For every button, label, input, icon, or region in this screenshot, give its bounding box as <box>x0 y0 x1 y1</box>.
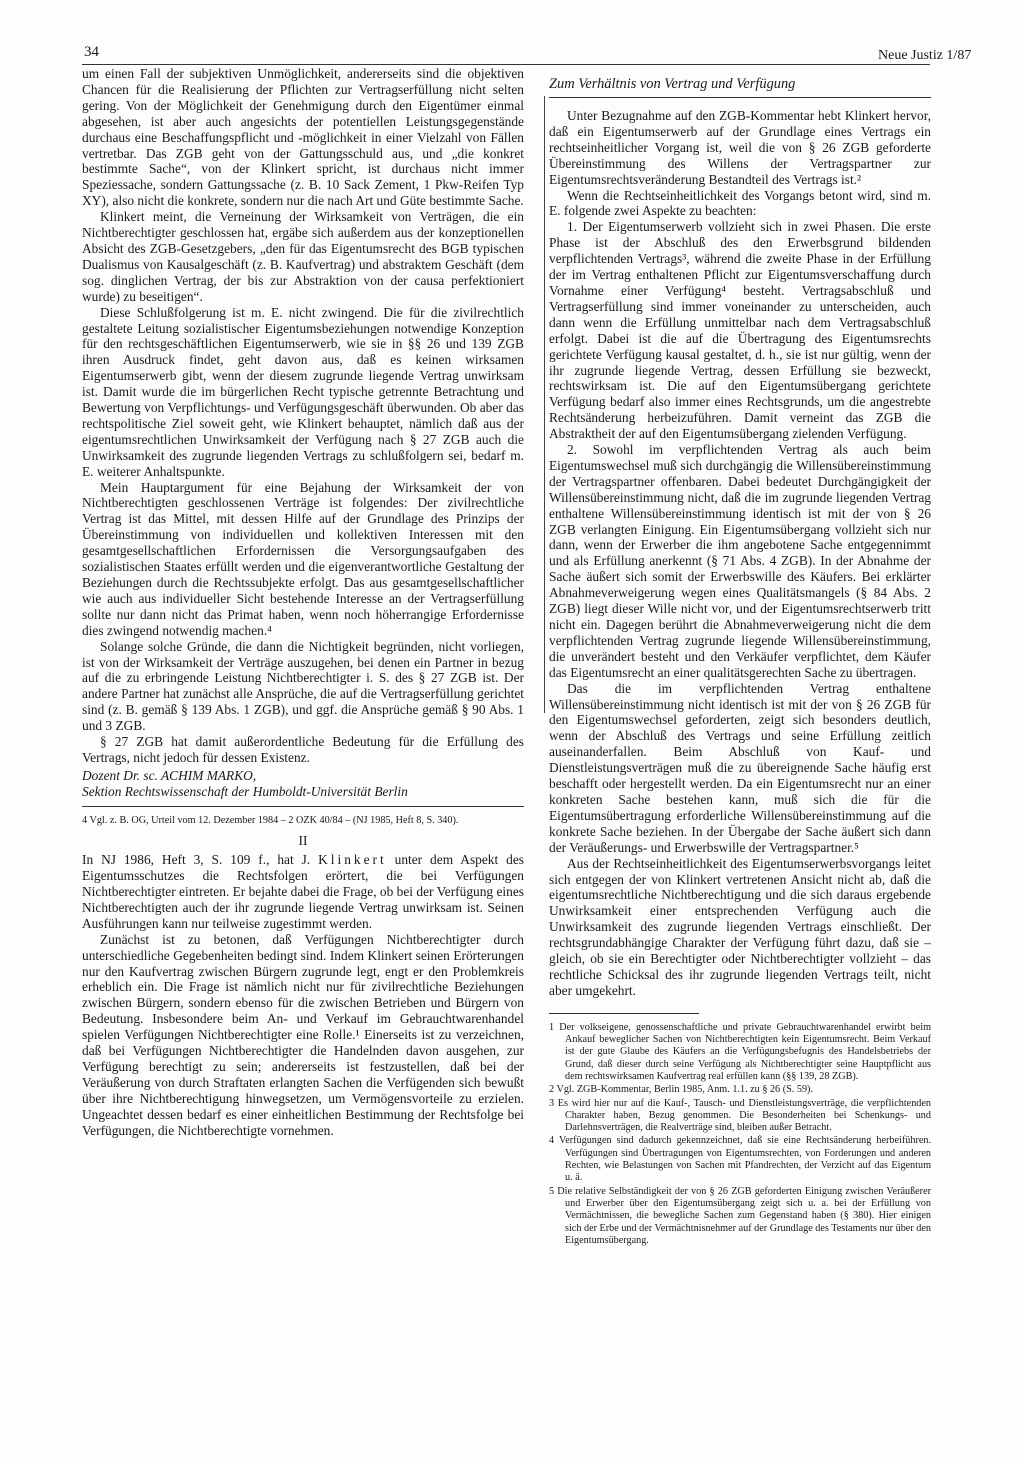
right-column <box>549 70 931 1248</box>
right-paragraph-1: Unter Bezugnahme auf den ZGB-Kommentar hebt Klinkert hervor, daß ein Eigentumserwerb auf der Grundlage eines Vertrags ein rechtseinheitlicher Vorgang ist, weil die von § 26 ZGB geforderte Übereinstimmung des Willens der Vertragspartner zur Eigentumsrechtsveränderung Bestandteil des Vertrags ist.² <box>549 108 931 187</box>
left-paragraph-4: Mein Hauptargument für eine Bejahung der Wirksamkeit der von Nichtberechtigten geschlossenen Verträge ist folgendes: Der zivilrechtliche Vertrag ist das Mittel, mit dessen Hilfe auf der Grundlage des Prinzips der Übereinstimmung von individuellen und kollektiven Interessen mit den gesamtgesellschaftlichen Erfordernissen die Versorgungsaufgaben des sozialistischen Staates erfüllt werden und die eigenverantwortliche Gestaltung der Beziehungen durch die Rechtssubjekte erfolgt. Das aus gesamtgesellschaftlicher wie auch aus individueller Sicht bestehende Interesse an der Vertragserfüllung sollte nur dann nicht das Primat haben, wenn noch höherrangige Erfordernisse dies zwingend notwendig machen.⁴ <box>82 479 524 638</box>
page-number: 34 <box>84 44 99 60</box>
article-end-rule <box>82 806 524 807</box>
footnote-4: 4 Vgl. z. B. OG, Urteil vom 12. Dezember 1984 – 2 OZK 40/84 – (NJ 1985, Heft 8, S. 340). <box>82 814 459 826</box>
right-paragraph-4: 2. Sowohl im verpflichtenden Vertrag als auch beim Eigentumswechsel muß sich durchgängig die Willensübereinstimmung der Vertragspartner offenbaren. Dabei bedeutet Durchgängigkeit der Willensübereinstimmung nicht, daß die im zugrunde liegenden Vertrag enthaltene Willensübereinstimmung identisch ist mit der von § 26 ZGB verlangten Einigung. Ein Eigentumsübergang vollzieht sich nur dann, wenn der Erwerber die ihm angebotene Sache entgegennimmt und als Erfüllung anerkennt (§ 71 Abs. 4 ZGB). In der Abnahme der Sache äußert sich somit der Erwerbswille des Käufers. Bei erklärter Abnahmeverweigerung wegen eines Qualitätsmangels (§ 84 Abs. 2 ZGB) liegt dieser Wille nicht vor, und der Eigentumsrechtserwerb tritt nicht ein. Dagegen berührt die Abnahmeverweigerung nicht die dem verpflichtenden Vertrag zugrunde liegende Willensübereinstimmung, die unverändert besteht und den Verkäufer verpflichtet, dem Käufer das Eigentumsrecht an einer qualitätsgerechten Sache zu übertragen. <box>549 442 931 680</box>
footnote-2: 2 Vgl. ZGB-Kommentar, Berlin 1985, Anm. 1.1. zu § 26 (S. 59). <box>549 1084 813 1096</box>
left-paragraph-2: Klinkert meint, die Verneinung der Wirksamkeit von Verträgen, die ein Nichtberechtigter geschlossen hat, ergäbe sich außerdem aus der konzeptionellen Absicht des ZGB-Gesetzgebers, „den für das Eigentumsrecht des BGB typischen Dualismus von Kausalgeschäft (z. B. Kaufvertrag) und abstraktem Geschäft (dem sog. dinglichen Vertrag, der bis zur Abstraktion von der causa perfektioniert wurde) zu beseitigen“. <box>82 209 524 304</box>
left-paragraph-6: § 27 ZGB hat damit außerordentliche Bedeutung für die Erfüllung des Vertrags, nicht jedoch für dessen Existenz. <box>82 734 524 765</box>
footnote-5: 5 Die relative Selbständigkeit der von § 26 ZGB geforderten Einigung zwischen Veräußerer und Erwerber über den Eigentumsübergang zeigt sich u. a. bei der Erfüllung von Vermächtnissen, die bewegliche Sachen zum Gegenstand haben (§ 380). Hier einigen sich der Erbe und der Vermächtnisnehmer auf der Grundlage des Testaments nur über den Eigentumsübergang. <box>549 1185 931 1246</box>
journal-title: Neue Justiz 1/87 <box>878 48 972 63</box>
author-name: Dozent Dr. sc. ACHIM MARKO, <box>82 767 257 783</box>
section-heading: Zum Verhältnis von Vertrag und Verfügung <box>549 76 931 98</box>
section-number: II <box>298 833 308 849</box>
right-paragraph-6: Aus der Rechtseinheitlichkeit des Eigentumserwerbsvorgangs leitet sich entgegen der von Klinkert vertretenen Ansicht nicht ab, daß die eigentumsrechtliche Nichtberechtigung und die sich daraus ergebende Unwirksamkeit einer entsprechenden Verfügung auch die Unwirksamkeit des zugrunde liegenden Vertrags einschließt. Der rechtsgrundabhängige Charakter der Verfügung führt dazu, daß sie – gleich, ob sie ein Berechtigter oder Nichtberechtigter vollzieht – das rechtliche Schicksal des ihr zugrunde liegenden Vertrags teilt, nicht aber umgekehrt. <box>549 855 931 998</box>
right-paragraph-5: Das die im verpflichtenden Vertrag enthaltene Willensübereinstimmung nicht identisch ist mit der von § 26 ZGB für den Eigentumswechsel geforderten, zeigt sich besonders deutlich, wenn der Abschluß des Vertrags und seine Erfüllung zeitlich auseinanderfallen. Beim Abschluß von Kauf- und Dienstleistungsverträgen muß die zu übereignende Sache häufig erst beschafft oder hergestellt werden. Da ein Eigentumsrecht nur an einer konkreten Sache bestehen kann, muß sich die für die Eigentumsübertragung erforderliche Willensübereinstimmung auf die konkrete Sache beziehen. In der Übergabe der Sache äußert sich dann der Veräußerungs- und Erwerbswille der Vertragspartner.⁵ <box>549 680 931 855</box>
author-reference: Klinkert <box>318 852 387 868</box>
footnote-1: 1 Der volkseigene, genossenschaftliche und private Gebrauchtwarenhandel erwirbt beim Ankauf beweglicher Sachen von Nichtberechtigten kein Eigentumsrecht. Beim Verkauf ist der gute Glaube des Käufers an die Verfügungsbefugnis des Handelsbetriebs der Grund, daß dieser durch seine Verfügung als Nichtberechtigter seine Hauptpflicht aus dem rechtswirksamen Kaufvertrag real erfüllen kann (§§ 139, 28 ZGB). <box>549 1021 931 1082</box>
footnote-rule <box>549 1013 699 1014</box>
footnote-4-right: 4 Verfügungen sind dadurch gekennzeichnet, daß sie eine Rechtsänderung herbeiführen. Verfügungen sind Übertragungen von Eigentumsrechten, von Forderungen und anderen Rechten, wie Belastungen von Sachen mit Pfandrechten, der Verzicht auf das Eigentum u. ä. <box>549 1135 931 1184</box>
author-affiliation: Sektion Rechtswissenschaft der Humboldt-Universität Berlin <box>82 783 408 799</box>
section2-paragraph-1: In NJ 1986, Heft 3, S. 109 f., hat J. Klinkert unter dem Aspekt des Eigentumsschutzes die Rechtsfolgen erörtert, die bei Verfügungen Nichtberechtigter eintreten. Er bejahte dabei die Frage, ob bei der Verfügung eines Nichtberechtigten auch der ihr zugrunde liegende Vertrag unwirksam ist. Seinen Ausführungen kann nur teilweise zugestimmt werden. <box>82 852 524 931</box>
left-paragraph-5: Solange solche Gründe, die dann die Nichtigkeit begründen, nicht vorliegen, ist von der Wirksamkeit der Verträge auszugehen, bei denen ein Partner in bezug auf die zu erbringende Leistung Nichtberechtigter i. S. des § 27 ZGB ist. Der andere Partner hat zunächst alle Ansprüche, die auf die Vertragserfüllung gerichtet sind (z. B. gemäß § 139 Abs. 1 ZGB), und ggf. die Ansprüche gemäß § 90 Abs. 1 und 3 ZGB. <box>82 638 524 734</box>
section2-paragraph-2: Zunächst ist zu betonen, daß Verfügungen Nichtberechtigter durch unterschiedliche Gegebenheiten bedingt sind. Indem Klinkert seinen Erörterungen nur den Kaufvertrag zwischen Bürgern zugrunde legt, engt er den Problemkreis erheblich ein. Die Frage ist nämlich nicht nur für zivilrechtliche Beziehungen zwischen Bürgern, sondern ebenso für die zwischen Betrieben und Bürgern von Bedeutung. Insbesondere beim An- und Verkauf im Gebrauchtwarenhandel spielen Verfügungen Nichtberechtigter eine Rolle.¹ Einerseits ist zu verzeichnen, daß bei Verfügungen Nichtberechtigter die Handelnden davon ausgehen, zur Verfügung berechtigt zu sein; andererseits ist festzustellen, daß bei der Veräußerung von durch Straftaten erlangten Sachen die Verfügenden sich bewußt über ihre Nichtberechtigung hinwegsetzen, um Vermögensvorteile zu erzielen. Ungeachtet dessen bedarf es einer einheitlichen Bestimmung der Rechtsfolge bei Verfügungen, die Nichtberechtigte vornehmen. <box>82 931 524 1138</box>
left-paragraph-3: Diese Schlußfolgerung ist m. E. nicht zwingend. Die für die zivilrechtlich gestaltete Leitung sozialistischer Eigentumsbeziehungen notwendige Konzeption für den rechtsgeschäftlichen Eigentumserwerb, wie sie in §§ 26 und 139 ZGB ihren Ausdruck findet, geht davon aus, daß es keinen wirksamen Eigentumserwerb gibt, wenn der diesem zugrunde liegende Vertrag unwirksam ist. Damit wurde die im bürgerlichen Recht typische getrennte Betrachtung und Bewertung von Verpflichtungs- und Verfügungsgeschäft überwunden. Ob aber das rechtspolitische Ziel soweit geht, wie Klinkert behauptet, nämlich daß aus der eigentumsrechtlichen Unwirksamkeit der Verfügung nach § 27 ZGB auch die Unwirksamkeit des zugrunde liegenden Vertrags zu schlußfolgern sei, bedarf m. E. weiterer Anhaltspunkte. <box>82 304 524 479</box>
footnote-3: 3 Es wird hier nur auf die Kauf-, Tausch- und Dienstleistungsverträge, die verpflichtenden Charakter haben, Bezug genommen. Die Besonderheiten bei Schenkungs- und Darlehnsverträgen, die Realverträge sind, bleiben außer Betracht. <box>549 1097 931 1134</box>
column-divider <box>544 96 545 713</box>
right-paragraph-2: Wenn die Rechtseinheitlichkeit des Vorgangs betont wird, sind m. E. folgende zwei Aspekte zu beachten: <box>549 187 931 219</box>
left-column <box>82 66 524 1138</box>
left-paragraph-1: um einen Fall der subjektiven Unmöglichkeit, andererseits sind die objektiven Chancen für die Realisierung der Pflichten zur Vertragserfüllung nicht selten gering. Von der Möglichkeit der Genehmigung durch den Eigentümer einmal abgesehen, ist aber auch angesichts der potentiellen Leistungsgegenstände durchaus eine Beschaffungspflicht und -möglichkeit in einer Vielzahl von Fällen vertretbar. Das ZGB geht von der Gattungsschuld aus, und „die konkret bestimmte Sache“, von der Klinkert spricht, ist durchaus nicht immer Speziessache, sondern Gattungssache (z. B. 10 Sack Zement, 1 Pkw-Reifen Typ XY), also nicht die konkrete, sondern nur die nach Art und Güte bestimmte Sache. <box>82 66 524 209</box>
right-paragraph-3: 1. Der Eigentumserwerb vollzieht sich in zwei Phasen. Die erste Phase ist der Abschluß des den Erwerbsgrund bildenden verpflichtenden Vertrags³, während die zweite Phase in der Erfüllung der im Vertrag enthaltenen Pflicht zur Eigentumsverschaffung durch Vornahme einer Verfügung⁴ besteht. Vertragsabschluß und Vertragserfüllung sind immer voneinander zu unterscheiden, auch dann wenn die Erfüllung unmittelbar nach dem Vertragsabschluß erfolgt. Dabei ist die auf die Übertragung des Eigentumsrechts gerichtete Verfügung kausal gestaltet, d. h., sie ist nur gültig, wenn der ihr zugrunde liegende Vertrag, dessen Erfüllung sie bezweckt, rechtswirksam ist. Die auf den Eigentumsübergang gerichtete Verfügung bedarf also immer eines Rechtsgrunds, um die angestrebte Rechtsänderung herbeizuführen. Damit verneint das ZGB die Abstraktheit der auf den Eigentumsübergang zielenden Verfügung. <box>549 219 931 442</box>
header-rule <box>82 64 930 65</box>
